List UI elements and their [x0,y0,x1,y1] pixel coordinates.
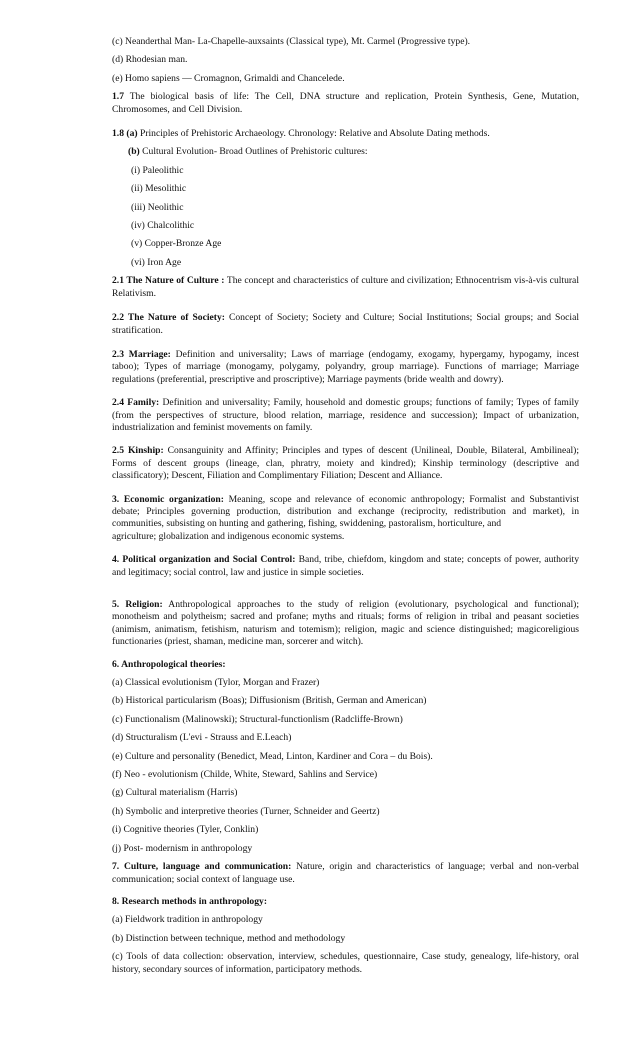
list-item: (a) Classical evolutionism (Tylor, Morgan and Frazer) [112,677,320,689]
list-item: (b) Distinction between technique, method and methodology [112,932,346,944]
section-heading: 2.3 Marriage: [112,348,171,360]
list-item: (v) Copper-Bronze Age [131,238,222,250]
text-line: (d) Rhodesian man. [112,54,188,66]
document-page [112,36,579,976]
section-text: Concept of Society; Society and Culture; Social Institutions; Social groups; and Social stratification. [112,312,579,336]
section-2-5 [112,445,579,482]
section-1-8a [112,128,579,140]
section-text: Consanguinity and Affinity; Principles and types of descent (Unilineal, Double, Bilateral, Ambilineal); Forms of descent groups (lineage, clan, phratry, moiety and kindred); Kinship terminology (descriptive and classificatory); Descent, Filiation and Complimentary Filiation; Descent and Alliance. [112,445,579,482]
list-item: (iv) Chalcolithic [131,220,195,232]
section-number: (b) [128,146,140,158]
section-heading: 2.2 The Nature of Society: [112,312,225,324]
section-3-continuation: agriculture; globalization and indigenous economic systems. [112,530,345,542]
list-item: (h) Symbolic and interpretive theories (Turner, Schneider and Geertz) [112,805,380,817]
section-heading: 5. Religion: [112,599,163,610]
section-heading: 2.5 Kinship: [112,445,164,457]
section-number: 1.7 [112,91,124,103]
list-item: (g) Cultural materialism (Harris) [112,787,238,799]
section-5 [112,599,579,649]
section-heading: 4. Political organization and Social Control: [112,554,296,566]
section-3 [112,494,579,531]
section-text: Definition and universality; Family, household and domestic groups; functions of family; Types of family (from the perspectives of structure, blood relation, marriage, residence and succession); Impact of urbanization, industrialization and feminist movements on family. [112,397,579,433]
section-text: Nature, origin and characteristics of language; verbal and non-verbal communication; social context of language use. [112,861,579,885]
section-heading: 7. Culture, language and communication: [112,861,292,873]
section-8-heading [112,896,579,908]
section-text: Principles of Prehistoric Archaeology. Chronology: Relative and Absolute Dating methods. [137,128,490,140]
list-item: (iii) Neolithic [131,201,184,213]
section-4 [112,554,579,579]
section-2-2 [112,312,579,337]
list-item: (i) Cognitive theories (Tyler, Conklin) [112,824,259,836]
list-item: (i) Paleolithic [131,164,184,176]
list-item: (d) Structuralism (L'evi - Strauss and E.Leach) [112,732,292,744]
list-item: (b) Historical particularism (Boas); Diffusionism (British, German and American) [112,695,427,707]
section-text: Cultural Evolution- Broad Outlines of Prehistoric cultures: [139,146,368,158]
text-line: (e) Homo sapiens — Cromagnon, Grimaldi and Chancelede. [112,72,345,84]
list-item: (e) Culture and personality (Benedict, Mead, Linton, Kardiner and Cora – du Bois). [112,750,433,762]
section-heading: 2.1 The Nature of Culture : [112,275,225,287]
section-text: Band, tribe, chiefdom, kingdom and state; concepts of power, authority and legitimacy; social control, law and justice in simple societies. [112,554,579,578]
section-2-4 [112,397,579,434]
list-item: (f) Neo - evolutionism (Childe, White, Steward, Sahlins and Service) [112,769,378,781]
list-item: (vi) Iron Age [131,256,182,268]
section-text: Definition and universality; Laws of marriage (endogamy, exogamy, hypergamy, hypogamy, incest taboo); Types of marriage (monogamy, polygamy, polyandry, group marriage). Functions of marriage; Marriage regulations (preferential, prescriptive and proscriptive); Marriage payments (bride wealth and dowry). [112,348,579,385]
section-heading: 3. Economic organization: [112,493,224,505]
section-text: The biological basis of life: The Cell, DNA structure and replication, Protein Synthesis, Gene, Mutation, Chromosomes, and Cell Division. [112,91,579,115]
list-item: (c) Tools of data collection: observation, interview, schedules, questionnaire, Case study, genealogy, life-history, oral history, secondary sources of information, participatory methods. [112,951,579,975]
section-heading: 2.4 Family: [112,397,160,409]
list-item: (c) Functionalism (Malinowski); Structural-functionlism (Radcliffe-Brown) [112,713,403,725]
list-item: (a) Fieldwork tradition in anthropology [112,914,263,926]
text-line: (c) Neanderthal Man- La-Chapelle-auxsaints (Classical type), Mt. Carmel (Progressive type). [112,36,471,47]
section-number: 1.8 (a) [112,128,138,140]
section-text: Anthropological approaches to the study of religion (evolutionary, psychological and functional); monotheism and polytheism; sacred and profane; myths and rituals; forms of religion in tribal and peasant societies (animism, animatism, fetishism, naturism and totemism); religion, magic and science distinguished; magicoreligious functionaries (priest, shaman, medicine man, sorcerer and witch). [112,599,579,648]
section-heading: 6. Anthropological theories: [112,658,226,670]
section-1-7 [112,91,579,116]
section-text: The concept and characteristics of culture and civilization; Ethnocentrism vis-à-vis cultural Relativism. [112,275,579,299]
section-2-1 [112,275,579,300]
section-7 [112,861,579,886]
section-1-8b [112,146,579,158]
section-heading: 8. Research methods in anthropology: [112,895,268,907]
section-6-heading [112,659,579,671]
section-2-3 [112,349,579,386]
list-item: (j) Post- modernism in anthropology [112,842,253,854]
list-item: (ii) Mesolithic [131,183,187,195]
section-text: Meaning, scope and relevance of economic anthropology; Formalist and Substantivist debate; Principles governing production, distribution and exchange (reciprocity, redistribution and market), in communities, subsisting on hunting and gathering, fishing, swiddening, pastoralism, horticulture, and [112,493,579,530]
